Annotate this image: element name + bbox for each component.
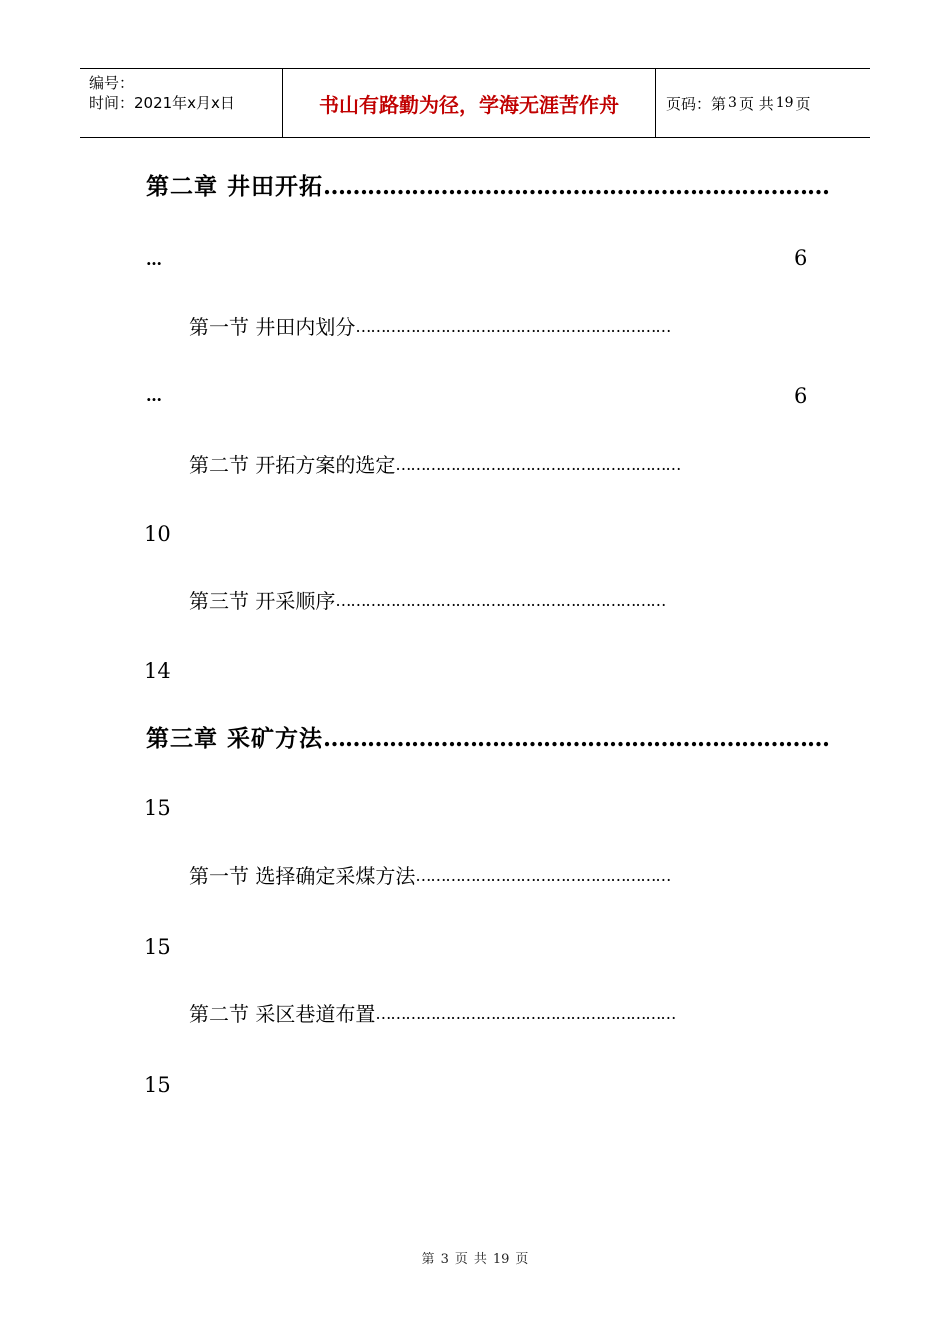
toc-chapter-2[interactable] bbox=[146, 168, 829, 201]
toc-section-3-1[interactable] bbox=[189, 860, 670, 889]
toc-page-number: 15 bbox=[144, 1073, 171, 1097]
toc-section-2-1[interactable] bbox=[189, 311, 670, 340]
page-total: 19 bbox=[775, 95, 794, 111]
code-label: 编号： bbox=[89, 74, 135, 92]
header-info-cell bbox=[80, 69, 282, 137]
toc-section-2-2[interactable] bbox=[189, 449, 680, 478]
toc-page-number: 15 bbox=[144, 796, 171, 820]
toc-leader-dots: …………………………………………………… bbox=[375, 1004, 676, 1023]
toc-section-3-2[interactable] bbox=[189, 998, 675, 1027]
footer-text: 共 bbox=[473, 1252, 487, 1267]
page-middle: 页 共 bbox=[738, 94, 774, 113]
toc-section-2-3[interactable] bbox=[189, 585, 665, 614]
time-label: 时间：2021年x月x日 bbox=[89, 94, 235, 112]
header-motto: 书山有路勤为径，学海无涯苦作舟 bbox=[282, 69, 656, 137]
footer-total-pages: 19 bbox=[492, 1252, 510, 1267]
toc-leader-dots: …………………………………………………………… bbox=[323, 173, 830, 200]
page-suffix: 页 bbox=[795, 94, 811, 113]
toc-leader-dots: …………………………………………… bbox=[415, 866, 671, 885]
toc-page-number: 14 bbox=[144, 659, 171, 683]
toc-leader-dots: ………………………………………………… bbox=[395, 455, 681, 474]
toc-page-number: 15 bbox=[144, 935, 171, 959]
header-page-number bbox=[656, 69, 870, 137]
toc-entry-title: 第二章 井田开拓 bbox=[146, 173, 324, 200]
toc-entry-title: 第三章 采矿方法 bbox=[146, 725, 324, 752]
toc-page-number: 6 bbox=[794, 246, 808, 270]
toc-entry-title: 第二节 采区巷道布置 bbox=[189, 1002, 376, 1026]
toc-entry-title: 第一节 选择确定采煤方法 bbox=[189, 864, 416, 888]
footer-text: 页 bbox=[454, 1252, 468, 1267]
footer-text: 第 bbox=[421, 1252, 435, 1267]
footer-current-page: 3 bbox=[440, 1252, 449, 1267]
toc-leader-dots: ………………………………………………………… bbox=[335, 591, 666, 610]
toc-chapter-3[interactable] bbox=[146, 720, 829, 753]
page-prefix: 页码：第 bbox=[666, 94, 727, 113]
toc-entry-title: 第一节 井田内划分 bbox=[189, 315, 356, 339]
page-header bbox=[80, 68, 870, 138]
toc-leader-dots: …………………………………………………………… bbox=[323, 725, 830, 752]
toc-entry-title: 第二节 开拓方案的选定 bbox=[189, 453, 396, 477]
toc-entry-title: 第三节 开采顺序 bbox=[189, 589, 336, 613]
toc-page-number: 6 bbox=[794, 384, 808, 408]
page-footer bbox=[0, 1248, 950, 1267]
toc-leader-continuation: … bbox=[146, 386, 161, 405]
footer-text: 页 bbox=[515, 1252, 529, 1267]
toc-leader-dots: ……………………………………………………… bbox=[355, 317, 671, 336]
toc-page-number: 10 bbox=[144, 522, 171, 546]
page-current: 3 bbox=[728, 95, 737, 111]
toc-leader-continuation: … bbox=[146, 250, 161, 269]
